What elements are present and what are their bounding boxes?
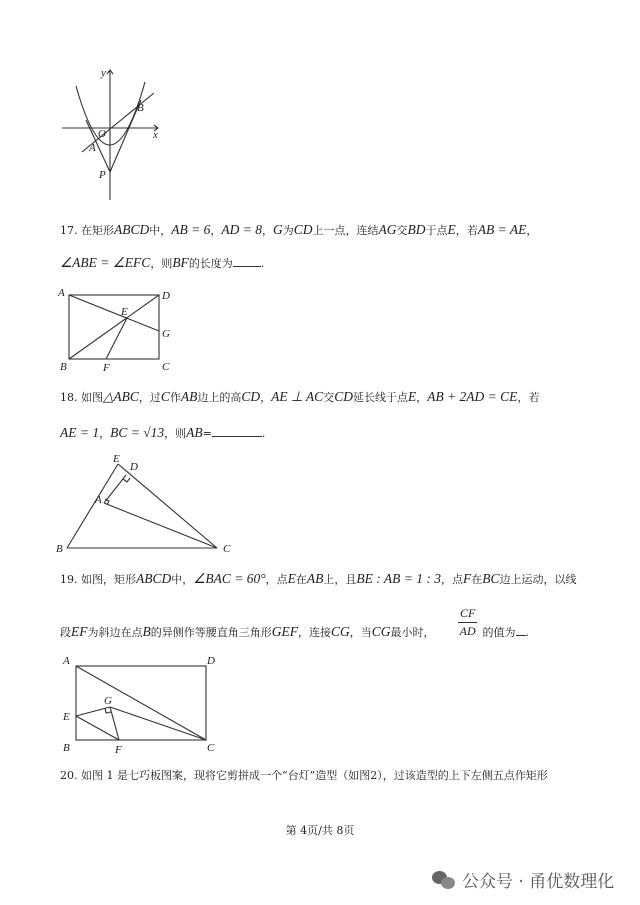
point-label: D <box>162 290 170 302</box>
text: 的异侧作等腰直角三角形 <box>150 626 272 639</box>
point-label: E <box>63 711 70 723</box>
math-text: F <box>462 571 472 586</box>
math-text: CD <box>334 389 353 404</box>
text: 上，且 <box>323 573 357 586</box>
math-text: AB = AE <box>477 222 527 237</box>
math-text: E <box>287 571 296 586</box>
math-text: AB <box>180 389 198 404</box>
math-text: CD <box>293 222 313 237</box>
math-text: EF <box>71 624 88 639</box>
watermark <box>432 867 614 892</box>
figure-19-rectangle <box>62 655 215 756</box>
point-label: D <box>207 655 215 667</box>
text: 18. 如图 <box>60 391 103 404</box>
label-a: A <box>89 142 96 154</box>
math-text: AG <box>378 222 397 237</box>
math-text: ABCD <box>136 571 172 586</box>
text: ， <box>526 224 538 237</box>
wechat-icon <box>432 870 456 890</box>
math-text: BC = √13 <box>110 425 165 440</box>
math-text: ∠BAC = 60° <box>193 571 266 586</box>
point-label: A <box>95 494 102 506</box>
text: 中， <box>149 224 172 237</box>
point-label: B <box>63 742 70 754</box>
point-label: A <box>58 287 65 299</box>
text: ，若 <box>517 391 540 404</box>
text: 17. 在矩形 <box>60 224 114 237</box>
math-text: BE : AB = 1 : 3 <box>356 571 441 586</box>
text: . <box>261 427 266 440</box>
answer-blank <box>233 255 261 267</box>
text: ， <box>99 427 111 440</box>
text: 作 <box>169 391 181 404</box>
text: 19. 如图，矩形 <box>60 573 136 586</box>
q20-line-1 <box>60 768 548 784</box>
math-text: △ABC <box>103 389 139 404</box>
point-label: F <box>115 744 122 756</box>
segment-ac <box>104 503 217 548</box>
text: ，当 <box>349 626 372 639</box>
point-label: C <box>223 543 231 555</box>
text: ，点 <box>440 573 463 586</box>
text: ， <box>416 391 428 404</box>
text: ，连接 <box>298 626 331 639</box>
point-label: C <box>162 361 170 373</box>
point-label: E <box>113 453 120 465</box>
page-number: 第 4页/共 8页 <box>285 824 355 837</box>
text: 在 <box>471 573 483 586</box>
fraction-denominator: AD <box>459 624 476 638</box>
text: 交 <box>323 391 335 404</box>
text: ，若 <box>455 224 478 237</box>
text: ，则 <box>164 427 187 440</box>
text: ，点 <box>265 573 288 586</box>
text: 于点 <box>425 224 448 237</box>
text: 最小时， <box>390 626 435 639</box>
text: 中， <box>171 573 194 586</box>
text: 20. 如图 1 是七巧板图案，现将它剪拼成一个“台灯”造型（如图2），过该造型的上下左侧五点作矩形 <box>60 769 548 782</box>
label-x: x <box>153 129 158 141</box>
math-text: E <box>447 222 456 237</box>
label-y: y <box>101 67 106 79</box>
text: 的值为 <box>482 626 516 639</box>
right-angle-d <box>123 478 130 482</box>
answer-blank <box>516 624 526 636</box>
math-text: E <box>407 389 417 404</box>
watermark-text: 公众号 · 甬优数理化 <box>462 872 615 892</box>
segment-ag <box>69 295 159 331</box>
fraction-cf-ad <box>458 606 477 639</box>
math-text: G <box>272 222 283 237</box>
text: 上一点，连结 <box>312 224 379 237</box>
segment-gc <box>110 707 206 740</box>
math-text: BF <box>172 255 189 270</box>
point-label: G <box>104 695 112 707</box>
figure-16-parabola-graph <box>62 67 158 200</box>
math-text: GEF <box>271 624 298 639</box>
point-label: B <box>60 361 67 373</box>
text: ，则 <box>150 257 173 270</box>
segment-ac <box>76 666 206 740</box>
text: ，过 <box>138 391 161 404</box>
q17-line-2 <box>60 255 264 272</box>
segment-gf <box>110 707 119 740</box>
math-text: B <box>142 624 151 639</box>
point-label: G <box>162 328 170 340</box>
text: ， <box>260 391 272 404</box>
math-text: CD <box>241 389 261 404</box>
text: 为斜边在点 <box>87 626 143 639</box>
segment-ec <box>118 464 217 548</box>
text: . <box>525 626 530 639</box>
q18-line-1 <box>60 389 539 406</box>
point-label: F <box>103 362 110 374</box>
math-text: AE = 1 <box>60 425 100 440</box>
label-b: B <box>137 102 144 114</box>
label-p: P <box>99 169 106 181</box>
segment-fe <box>106 318 127 359</box>
text: 边上运动，以线 <box>499 573 577 586</box>
figure-18-triangle <box>56 453 231 555</box>
math-text: CG <box>331 624 350 639</box>
math-text: AE ⊥ AC <box>271 389 324 404</box>
math-text: AD = 8 <box>221 222 262 237</box>
q19-line-1 <box>60 571 576 588</box>
q18-line-2 <box>60 425 265 442</box>
math-text: AB <box>186 425 203 440</box>
segment-ad <box>104 475 126 503</box>
math-text: C <box>160 389 170 404</box>
text: 为 <box>282 224 294 237</box>
math-text: AB + 2AD = CE <box>427 389 518 404</box>
text: 的长度为 <box>188 257 233 270</box>
math-text: CG <box>371 624 391 639</box>
math-text: BD <box>407 222 426 237</box>
math-text: AB <box>306 571 324 586</box>
text: 边上的高 <box>197 391 242 404</box>
segment-bd <box>69 295 159 359</box>
text: ， <box>210 224 222 237</box>
point-label: A <box>63 655 70 667</box>
point-label: D <box>130 461 138 473</box>
q17-line-1 <box>60 222 537 239</box>
answer-blank <box>212 425 262 437</box>
point-label: B <box>56 543 63 555</box>
text: 段 <box>60 626 71 639</box>
label-o: O <box>98 128 106 140</box>
fraction-numerator: CF <box>458 606 477 623</box>
text: 延长线于点 <box>352 391 408 404</box>
text: 交 <box>396 224 408 237</box>
math-text: BC <box>482 571 500 586</box>
figure-17-rectangle <box>57 287 170 374</box>
segment-ef <box>76 716 119 740</box>
text: = <box>202 427 212 440</box>
math-text: ABCD <box>114 222 150 237</box>
math-text: ∠ABE = ∠EFC <box>60 255 151 270</box>
point-label: E <box>121 306 128 318</box>
text: . <box>260 257 265 270</box>
text: 在 <box>295 573 307 586</box>
math-text: AB = 6 <box>171 222 211 237</box>
point-label: C <box>207 742 215 754</box>
text: ， <box>261 224 273 237</box>
